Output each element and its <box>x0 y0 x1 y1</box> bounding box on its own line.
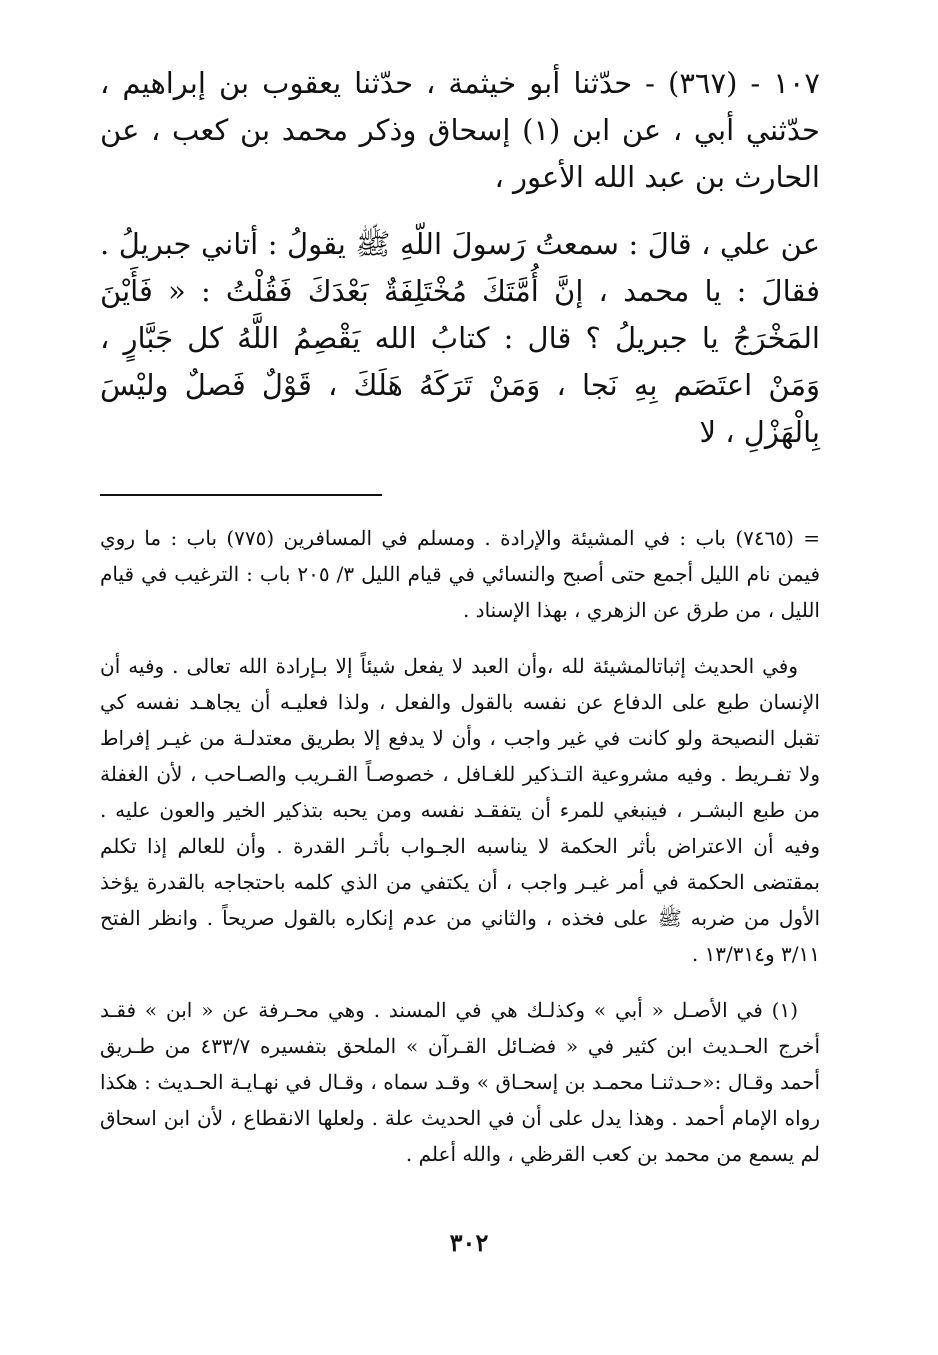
hadith-matn: عن علي ، قالَ : سمعتُ رَسولَ اللّهِ ﷺ يقولُ : أتاني جبريلُ . فقالَ : يا محمد ، إنَّ أُمَّتَكَ مُخْتَلِفَةٌ بَعْدَكَ فَقُلْتُ : « فَأَيْنَ المَخْرَجُ يا جبريلُ ؟ قال : كتابُ الله يَقْصِمُ اللَّهُ كل جَبَّارٍ ، وَمَنْ اعتَصَم بِهِ نَجا ، وَمَنْ تَرَكَهُ هَلَكَ ، قَوْلٌ فَصلٌ وليْسَ بِالْهَزْلِ ، لا <box>100 227 820 449</box>
page-content <box>100 60 820 1172</box>
hadith-text <box>100 60 820 456</box>
hadith-isnad: ١٠٧ - (٣٦٧) - حدّثنا أبو خيثمة ، حدّثنا يعقوب بن إبراهيم ، حدّثني أبي ، عن ابن (١) إسحاق وذكر محمد بن كعب ، عن الحارث بن عبد الله الأعور ، <box>100 66 820 194</box>
footnotes-section <box>100 520 820 1172</box>
footnote-separator <box>100 494 382 496</box>
commentary-paragraph: وفي الحديث إثباتالمشيئة لله ،وأن العبد لا يفعل شيئاً إلا بـإرادة الله تعالى . وفيه أن الإنسان طبع على الدفاع عن نفسه بالقول والفعل ، ولذا فعليـه أن يجاهـد نفسه كي تقبل النصيحة ولو كانت في غير واجب ، وأن لا يدفع إلا بطريق معتدلـة من غيـر إفراط ولا تفـريط . وفيه مشروعية التـذكير للغـافل ، خصوصـاً القـريب والصـاحب ، لأن الغفلة من طبع البشـر ، فينبغي للمرء أن يتفقـد نفسه ومن يحبه بتذكير الخير والعون عليه . وفيه أن الاعتراض بأثر الحكمة لا يناسبه الجـواب بأثـر القدرة . وأن للعالم إذا تكلم بمقتضى الحكمة في أمر غيـر واجب ، أن يكتفي من الذي كلمه باحتجاجه بالقدرة يؤخذ الأول من ضربه ﷺ على فخذه ، والثاني من عدم إنكاره بالقول صريحاً . وانظر الفتح ٣/١١ و١٣/٣١٤ . <box>100 654 820 966</box>
footnote-1: (١) في الأصـل « أبي » وكذلـك هي في المسند . وهي محـرفة عن « ابن » فقـد أخرج الحـديث ابن كثير في « فضـائل القـرآن » الملحق بتفسيره ٤٣٣/٧ من طـريق أحمد وقـال :«حـدثنـا محمـد بن إسحـاق » وقـد سماه ، وقـال في نهـايـة الحـديث : هكذا رواه الإمام أحمد . وهذا يدل على أن في الحديث علة . ولعلها الانقطاع ، لأن ابن اسحاق لم يسمع من محمد بن كعب القرظي ، والله أعلم . <box>100 998 821 1166</box>
page-number: ٣٠٢ <box>449 1228 489 1257</box>
footnote-continuation: = (٧٤٦٥) باب : في المشيئة والإرادة . ومسلم في المسافرين (٧٧٥) باب : ما روي فيمن نام الليل أجمع حتى أصبح والنسائي في قيام الليل ٣/ ٢٠٥ باب : الترغيب في قيام الليل ، من طرق عن الزهري ، بهذا الإسناد . <box>100 526 820 622</box>
